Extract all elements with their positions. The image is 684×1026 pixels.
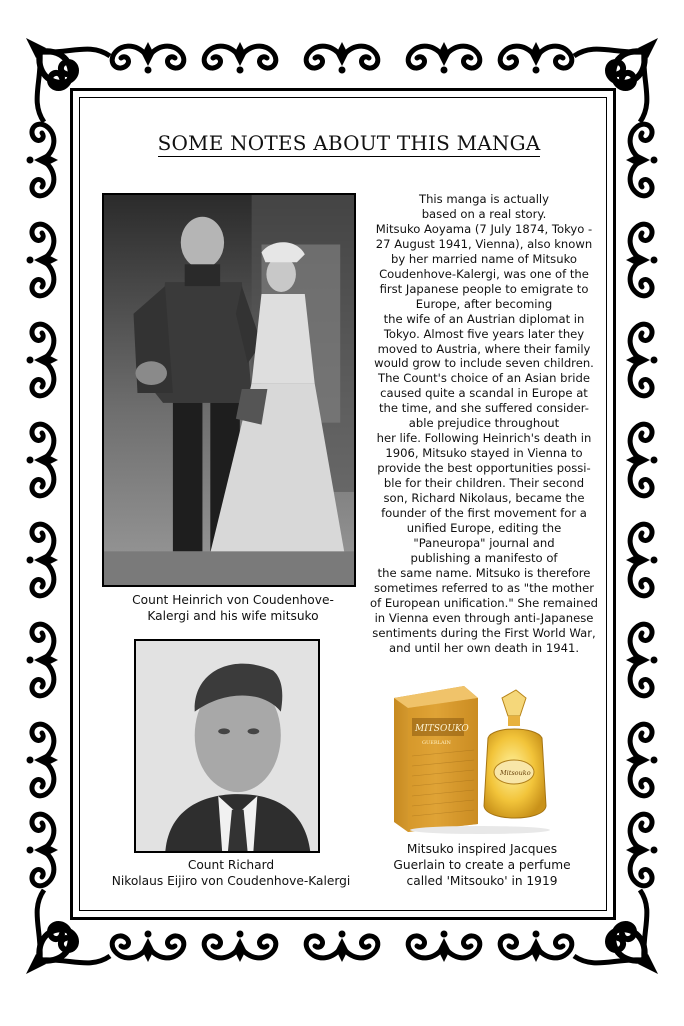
story-line: sentiments during the First World War,	[372, 625, 596, 640]
caption-line: called 'Mitsouko' in 1919	[406, 874, 558, 888]
fleur-ornament-icon	[626, 424, 658, 496]
story-line: would grow to include seven children.	[374, 356, 594, 371]
story-line: Mitsuko Aoyama (7 July 1874, Tokyo -	[375, 221, 593, 236]
fleur-ornament-icon	[27, 724, 59, 796]
story-line: able prejudice throughout	[408, 416, 560, 431]
story-line: provide the best opportunities possi-	[377, 461, 591, 476]
fleur-ornament-icon	[27, 424, 59, 496]
fleur-ornament-icon	[626, 814, 658, 886]
story-line: 1906, Mitsuko stayed in Vienna to	[385, 446, 583, 461]
caption-line: Guerlain to create a perfume	[393, 858, 571, 872]
story-line: The Count's choice of an Asian bride	[378, 371, 590, 386]
fleur-ornament-icon	[626, 324, 658, 396]
photo-heinrich-and-mitsuko	[102, 193, 356, 587]
story-text	[362, 192, 606, 656]
story-line: Tokyo. Almost five years later they	[383, 326, 585, 341]
caption-perfume	[384, 841, 580, 889]
story-line: her life. Following Heinrich's death in	[376, 431, 592, 446]
caption-line: Count Richard	[187, 858, 275, 872]
fleur-ornament-icon	[27, 624, 59, 696]
fleur-ornament-icon	[626, 624, 658, 696]
story-line: founder of the first movement for a	[381, 506, 587, 521]
fleur-ornament-icon	[27, 524, 59, 596]
page-title-text: SOME NOTES ABOUT THIS MANGA	[157, 131, 541, 155]
story-line: in Vienna even through anti-Japanese	[374, 610, 594, 625]
perfume-image	[388, 676, 560, 836]
caption-couple	[102, 592, 364, 624]
story-line: and until her own death in 1941.	[388, 640, 580, 655]
story-line: the wife of an Austrian diplomat in	[383, 311, 585, 326]
caption-line: Nikolaus Eijiro von Coudenhove-Kalergi	[111, 874, 351, 888]
fleur-ornament-icon	[27, 814, 59, 886]
fleur-ornament-icon	[27, 224, 59, 296]
story-line: of European unification." She remained	[369, 595, 598, 610]
story-line: caused quite a scandal in Europe at	[380, 386, 588, 401]
story-line: the same name. Mitsuko is therefore	[377, 565, 591, 580]
fleur-ornament-icon	[500, 931, 572, 963]
fleur-ornament-icon	[112, 931, 184, 963]
fleur-ornament-icon	[306, 42, 378, 74]
fleur-ornament-icon	[626, 724, 658, 796]
fleur-ornament-icon	[306, 931, 378, 963]
page-title	[90, 131, 608, 155]
fleur-ornament-icon	[204, 42, 276, 74]
fleur-ornament-icon	[626, 224, 658, 296]
perfume-bottle-label: Mitsouko	[500, 769, 531, 777]
caption-line: Kalergi and his wife mitsuko	[147, 609, 319, 623]
story-line: the time, and she suffered consider-	[379, 401, 589, 416]
caption-line: Mitsuko inspired Jacques	[406, 842, 558, 856]
story-line: by her married name of Mitsuko	[391, 251, 577, 266]
fleur-ornament-icon	[626, 124, 658, 196]
story-line: sometimes referred to as "the mother	[374, 580, 594, 595]
fleur-ornament-icon	[626, 524, 658, 596]
fleur-ornament-icon	[27, 324, 59, 396]
story-line: first Japanese people to emigrate to	[379, 281, 589, 296]
story-line: ble for their children. Their second	[383, 476, 585, 491]
fleur-ornament-icon	[204, 931, 276, 963]
fleur-ornament-icon	[27, 124, 59, 196]
fleur-ornament-icon	[500, 42, 572, 74]
story-line: Europe, after becoming	[415, 296, 553, 311]
story-line: "Paneuropa" journal and	[413, 535, 555, 550]
story-line: moved to Austria, where their family	[377, 341, 591, 356]
story-line: based on a real story.	[421, 206, 547, 221]
caption-line: Count Heinrich von Coudenhove-	[132, 593, 334, 607]
story-line: publishing a manifesto of	[410, 550, 558, 565]
story-line: This manga is actually	[419, 192, 549, 206]
fleur-ornament-icon	[408, 931, 480, 963]
perfume-box-brand: GUERLAIN	[422, 740, 451, 746]
photo-count-richard	[134, 639, 320, 853]
fleur-ornament-icon	[408, 42, 480, 74]
story-line: Coudenhove-Kalergi, was one of the	[379, 266, 589, 281]
fleur-ornament-icon	[112, 42, 184, 74]
perfume-box-label: MITSOUKO	[415, 724, 469, 734]
story-line: unified Europe, editing the	[406, 520, 562, 535]
story-line: son, Richard Nikolaus, became the	[383, 491, 585, 506]
story-line: 27 August 1941, Vienna), also known	[375, 236, 593, 251]
caption-richard	[100, 857, 362, 889]
